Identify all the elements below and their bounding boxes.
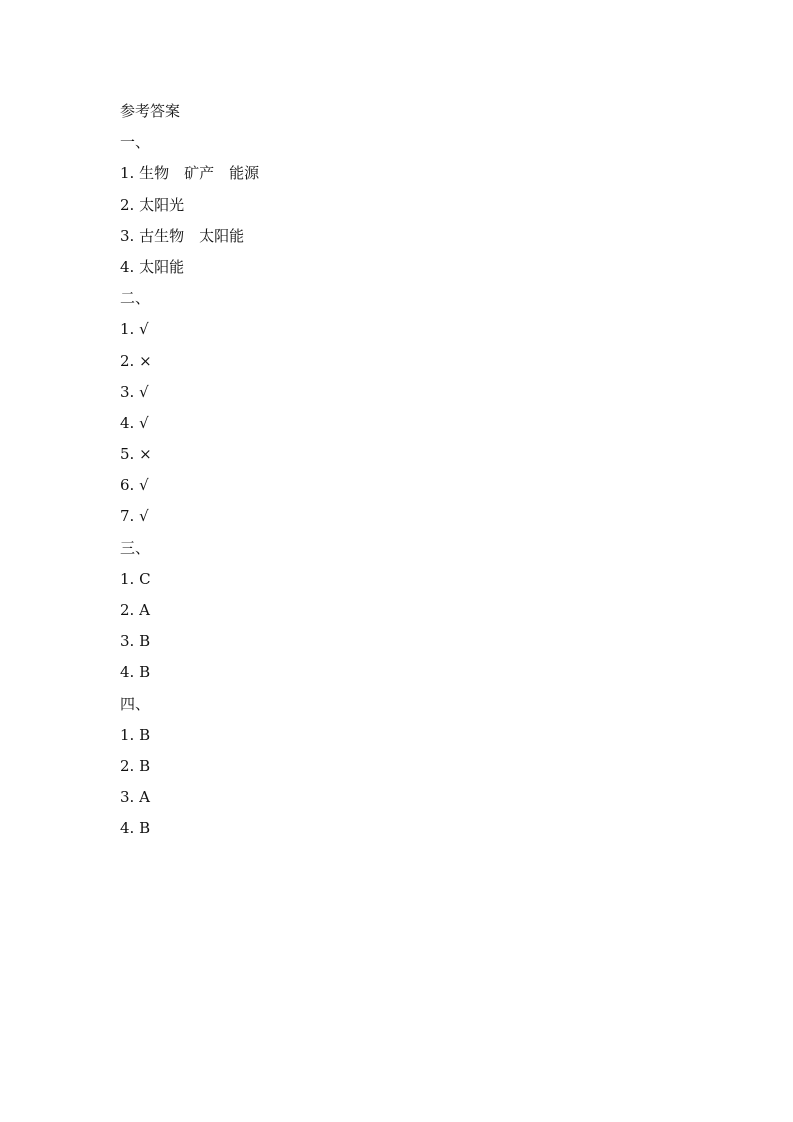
answer-line: 4. √ <box>120 413 149 432</box>
answer-line: 2. × <box>120 351 152 370</box>
answer-line: 1. 生物 矿产 能源 <box>120 164 260 183</box>
answer-line: 1. √ <box>120 320 149 339</box>
answer-line: 2. 太阳光 <box>120 195 185 214</box>
answer-line: 3. A <box>120 788 150 807</box>
section-heading: 二、 <box>120 289 151 308</box>
answer-line: 2. A <box>120 601 150 619</box>
answer-line: 5. × <box>120 445 152 464</box>
section-heading: 三、 <box>120 538 151 557</box>
answer-line: 4. 太阳能 <box>120 257 185 276</box>
answer-line: 4. B <box>120 663 151 682</box>
section-heading: 四、 <box>120 694 151 713</box>
answer-line: 3. 古生物 太阳能 <box>120 226 245 245</box>
section-heading: 一、 <box>120 133 151 152</box>
answer-line: 4. B <box>120 819 151 838</box>
answer-key <box>120 96 680 845</box>
answer-line: 6. √ <box>120 476 149 495</box>
answer-line: 2. B <box>120 756 151 775</box>
answer-line: 1. B <box>120 725 151 744</box>
answer-line: 3. √ <box>120 382 149 401</box>
answer-line: 3. B <box>120 632 151 651</box>
answer-line: 7. √ <box>120 507 149 526</box>
answer-line: 1. C <box>120 569 151 588</box>
answer-title: 参考答案 <box>120 102 181 120</box>
